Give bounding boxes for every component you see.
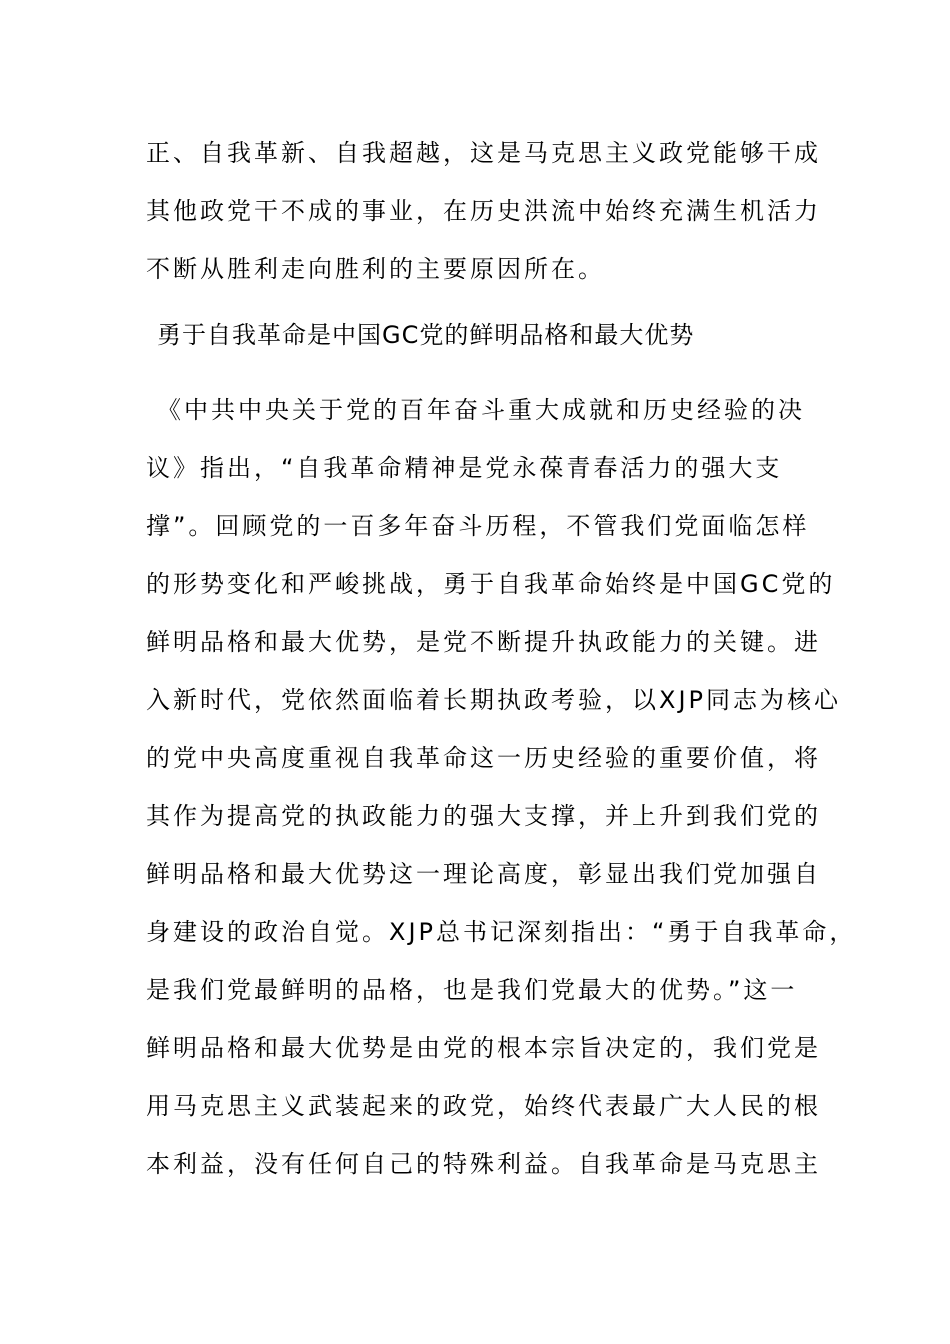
- paragraph-2-line-4: 的形势变化和严峻挑战，勇于自我革命始终是中国GC党的: [146, 570, 836, 598]
- paragraph-2-line-2: 议》指出，“自我革命精神是党永葆青春活力的强大支: [146, 454, 783, 482]
- paragraph-2-line-8: 其作为提高党的执政能力的强大支撑，并上升到我们党的: [146, 802, 821, 830]
- paragraph-1-line-3: 不断从胜利走向胜利的主要原因所在。: [146, 255, 605, 283]
- paragraph-2-line-14: 本利益，没有任何自己的特殊利益。自我革命是马克思主: [146, 1150, 821, 1178]
- paragraph-2-line-10: 身建设的政治自觉。XJP总书记深刻指出：“勇于自我革命，: [146, 918, 857, 946]
- paragraph-2-line-7: 的党中央高度重视自我革命这一历史经验的重要价值，将: [146, 744, 821, 772]
- section-heading: 勇于自我革命是中国GC党的鲜明品格和最大优势: [157, 321, 695, 349]
- paragraph-2-line-11: 是我们党最鲜明的品格，也是我们党最大的优势。”这一: [146, 976, 798, 1004]
- paragraph-1-line-1: 正、自我革新、自我超越，这是马克思主义政党能够干成: [146, 139, 821, 167]
- paragraph-2-line-1: 《中共中央关于党的百年奋斗重大成就和历史经验的决: [157, 396, 805, 424]
- paragraph-2-line-5: 鲜明品格和最大优势，是党不断提升执政能力的关键。进: [146, 628, 821, 656]
- paragraph-2-line-6: 入新时代，党依然面临着长期执政考验，以XJP同志为核心: [146, 686, 841, 714]
- paragraph-1-line-2: 其他政党干不成的事业，在历史洪流中始终充满生机活力: [146, 197, 821, 225]
- paragraph-2-line-3: 撑”。回顾党的一百多年奋斗历程，不管我们党面临怎样: [146, 512, 810, 540]
- paragraph-2-line-13: 用马克思主义武装起来的政党，始终代表最广大人民的根: [146, 1092, 821, 1120]
- paragraph-2-line-12: 鲜明品格和最大优势是由党的根本宗旨决定的，我们党是: [146, 1034, 821, 1062]
- paragraph-2-line-9: 鲜明品格和最大优势这一理论高度，彰显出我们党加强自: [146, 860, 821, 888]
